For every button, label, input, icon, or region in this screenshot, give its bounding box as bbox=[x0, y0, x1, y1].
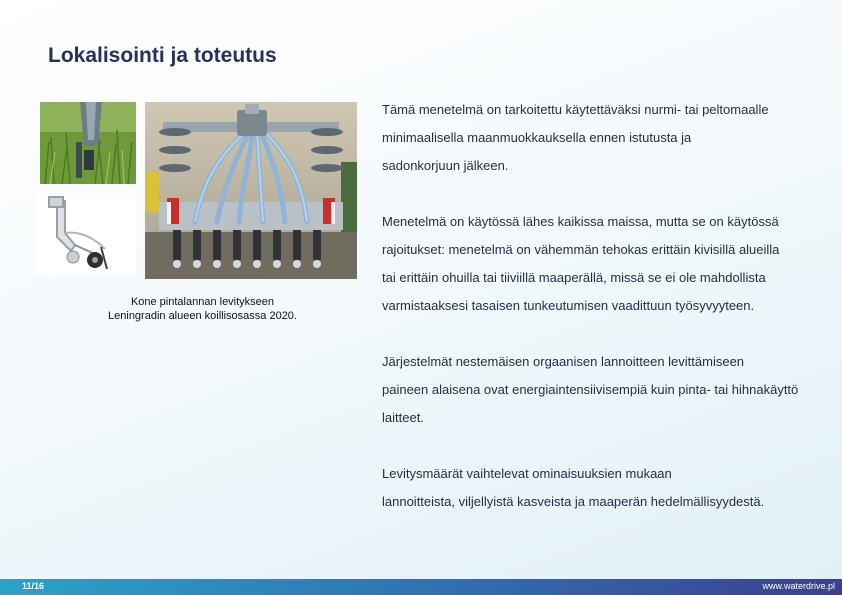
text-line: Tämä menetelmä on tarkoitettu käytettäväksi nurmi- tai peltomaalle bbox=[382, 102, 769, 117]
grass-injector-photo bbox=[40, 102, 136, 184]
footer-bar bbox=[0, 579, 842, 595]
text-line: tai erittäin ohuilla tai tiiviillä maaperällä, missä se ei ole mahdollista bbox=[382, 270, 766, 285]
page-number: 11/16 bbox=[22, 581, 45, 591]
text-line: minimaalisella maanmuokkauksella ennen istutusta ja bbox=[382, 130, 692, 145]
text-line: Menetelmä on käytössä lähes kaikissa maissa, mutta se on käytössä bbox=[382, 214, 779, 229]
paragraph bbox=[382, 460, 834, 516]
text-line: rajoitukset: menetelmä on vähemmän tehokas erittäin kivisillä alueilla bbox=[382, 242, 780, 257]
text-line: sadonkorjuun jälkeen. bbox=[382, 158, 509, 173]
text-line: laitteet. bbox=[382, 410, 424, 425]
text-line: lannoitteista, viljellyistä kasveista ja maaperän hedelmällisyydestä. bbox=[382, 494, 765, 509]
text-line: paineen alaisena ovat energiaintensiivisempiä kuin pinta- tai hihnakäyttö bbox=[382, 382, 799, 397]
paragraph bbox=[382, 208, 834, 320]
text-line: Levitysmäärät vaihtelevat ominaisuuksien mukaan bbox=[382, 466, 672, 481]
injector-diagram-image bbox=[35, 193, 136, 275]
text-line: varmistaaksesi tasaisen tunkeutumisen vaadittuun työsyvyyteen. bbox=[382, 298, 755, 313]
photo-caption bbox=[60, 295, 345, 323]
slurry-applicator-photo bbox=[145, 102, 357, 279]
website-link[interactable]: www.waterdrive.pl bbox=[762, 581, 835, 591]
body-text bbox=[382, 96, 834, 544]
caption-line: Kone pintalannan levitykseen bbox=[130, 296, 275, 308]
paragraph bbox=[382, 96, 834, 180]
text-line: Järjestelmät nestemäisen orgaanisen lannoitteen levittämiseen bbox=[382, 354, 745, 369]
slide-title: Lokalisointi ja toteutus bbox=[48, 44, 277, 67]
paragraph bbox=[382, 348, 834, 432]
caption-line: Leningradin alueen koillisosassa 2020. bbox=[108, 310, 297, 322]
